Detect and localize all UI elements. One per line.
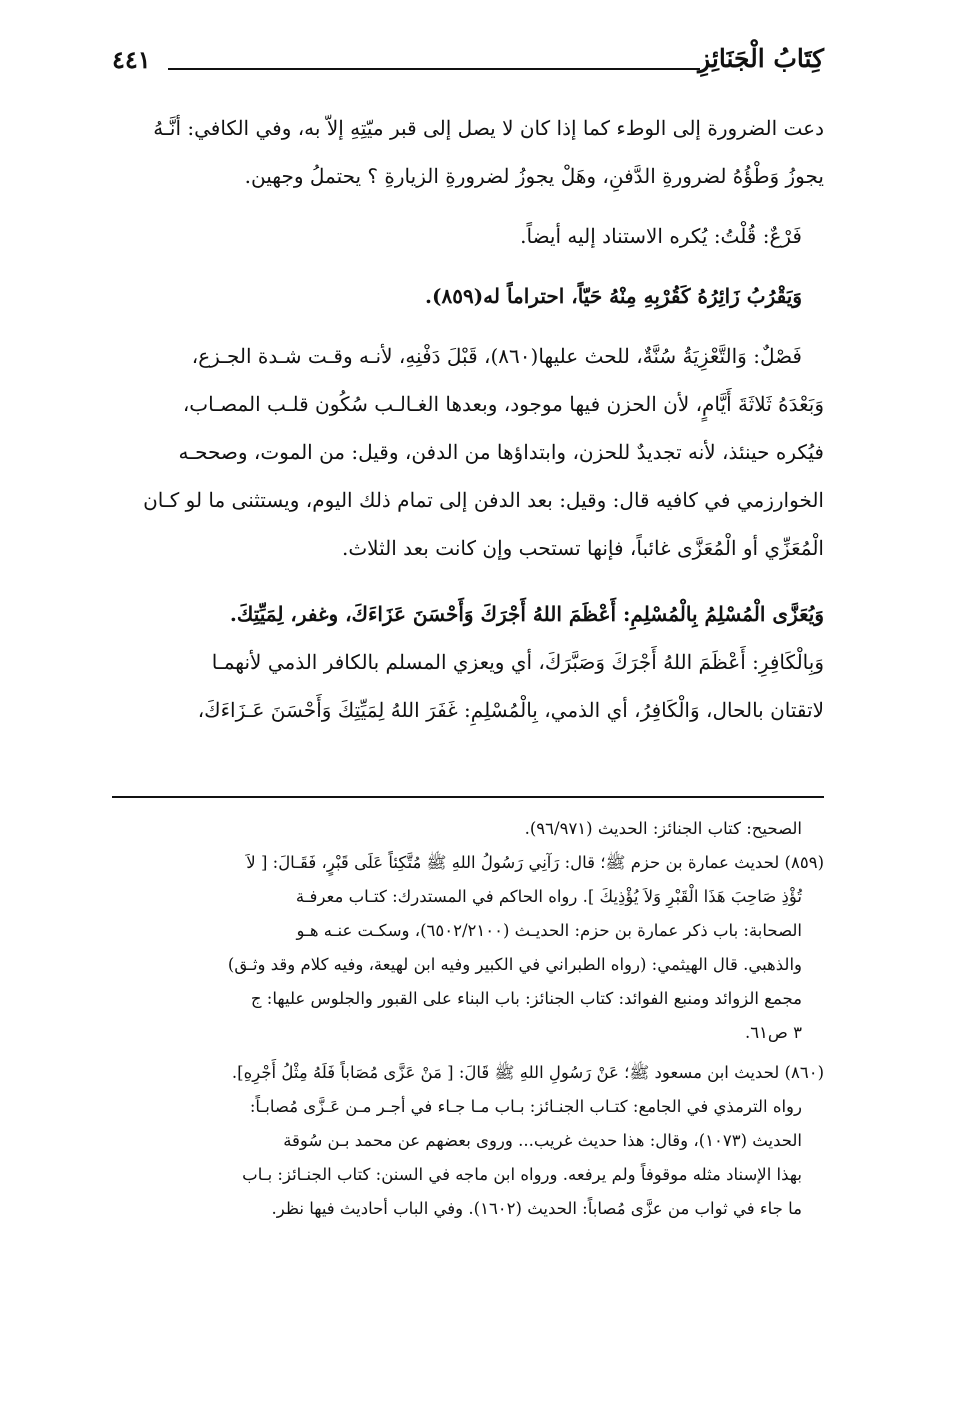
text-line: وَبَعْدَهُ ثَلاثَةَ أَيَّامٍ، لأن الحزن فيها موجود، وبعدها الغـالـب سُكُون قلـب المصـاب، bbox=[182, 392, 824, 416]
text-line: وَبِالْكَافِرِ: أَعْظَمَ اللهُ أَجْرَكَ وَصَبَّرَكَ، أي ويعزي المسلم بالكافر الذمي لأنهمـا bbox=[211, 650, 824, 674]
footnote-line: بهذا الإسناد مثله موقوفاً ولم يرفعه. ورواه ابن ماجه في السنن: كتاب الجنـائز: بـاب bbox=[242, 1165, 802, 1184]
text-line: يجوزُ وَطْؤُهُ لضرورةِ الدَّفنِ، وهَلْ يجوزُ لضرورةِ الزيارةِ ؟ يحتملُ وجهين. bbox=[244, 164, 824, 188]
text-line: فيُكره حينئذ، لأنه تجديدٌ للحزن، وابتداؤها من الدفن، وقيل: من الموت، وصححـه bbox=[178, 440, 824, 464]
main-text bbox=[112, 104, 824, 734]
footnote-separator bbox=[112, 796, 824, 798]
text-line: وَيُعَزَّى الْمُسْلِمُ بِالْمُسْلِمِ: أَعْظَمَ اللهُ أَجْرَكَ وَأَحْسَنَ عَزَاءَكَ، وغفر، لِمَيِّتِكَ. bbox=[229, 602, 824, 626]
page-header bbox=[112, 40, 824, 84]
footnote-line: الصحيح: كتاب الجنائز: الحديث (٩٦/٩٧١). bbox=[524, 819, 802, 838]
header-rule bbox=[168, 68, 700, 70]
footnote-line: (٨٦٠) لحديث ابن مسعود ﷺ؛ عَنْ رَسُولِ اللهِ ﷺ قَالَ: [ مَنْ عَزَّى مُصَاباً فَلَهُ مِثْلُ أَجْرِهِ]. bbox=[231, 1063, 824, 1082]
text-line: الْمُعَزِّي أو الْمُعَزَّى غائباً، فإنها تستحب وإن كانت بعد الثلاث. bbox=[341, 536, 824, 560]
text-line: دعت الضرورة إلى الوطء كما إذا كان لا يصل إلى قبر ميّتِهِ إلاّ به، وفي الكافي: أنَّـهُ bbox=[153, 116, 824, 140]
footnote-line: (٨٥٩) لحديث عمارة بن حزم ﷺ؛ قال: رَآنِي رَسُولُ اللهِ ﷺ مُتَّكِئاً عَلَى قَبْرٍ، فَقَـالَ: [ لاَ bbox=[246, 853, 824, 872]
footnote-line: ما جاء في ثواب من عزَّى مُصاباً: الحديث (١٦٠٢). وفي الباب أحاديث فيها نظر. bbox=[271, 1199, 802, 1218]
footnote-line: مجمع الزوائد ومنبع الفوائد: كتاب الجنائز: باب البناء على القبور والجلوس عليها: ج bbox=[250, 989, 802, 1008]
text-line: فَصْلٌ: وَالتَّعْزِيَةُ سُنَّةٌ، للحث عليها(٨٦٠)، قَبْلَ دَفْنِهِ، لأنـه وقـت شـدة الجـزع، bbox=[191, 344, 802, 368]
running-title: كِتَابُ الْجَنَائِزِ bbox=[698, 44, 824, 73]
footnotes bbox=[112, 812, 824, 1226]
text-line: لاتقتان بالحال، وَالْكَافِرُ، أي الذمي، بِالْمُسْلِمِ: غَفَرَ اللهُ لِمَيِّتِكَ وَأَحْسَنَ عَـزَاءَكَ، bbox=[197, 698, 824, 722]
footnote-line: الحديث (١٠٧٣)، وقال: هذا حديث غريب... وروى بعضهم عن محمد بـن سُوقة bbox=[283, 1131, 802, 1150]
footnote-line: رواه الترمذي في الجامع: كتـاب الجنـائز: بـاب مـا جـاء في أجـر مـن عَـزَّى مُصابـاً: bbox=[249, 1097, 802, 1116]
text-line: فَرْعٌ: قُلْتُ: يُكره الاستناد إليه أيضاً. bbox=[520, 224, 802, 248]
footnote-line: الصحابة: باب ذكر عمارة بن حزم: الحديـث (٦٥٠٢/٢١٠٠)، وسكـت عنـه هـو bbox=[296, 921, 802, 940]
footnote-line: والذهبي. قال الهيثمي: (رواه الطبراني في الكبير وفيه ابن لهيعة، وفيه كلام وقد وثـق) bbox=[227, 955, 802, 974]
footnote-line: ٣ ص٦١. bbox=[744, 1023, 802, 1042]
page-number: ٤٤١ bbox=[112, 45, 151, 74]
text-line: الخوارزمي في كافيه قال: وقيل: بعد الدفن إلى تمام ذلك اليوم، ويستثنى ما لو كـان bbox=[143, 488, 824, 512]
footnote-line: تُؤْذِ صَاحِبَ هَذَا الْقَبْرِ وَلاَ يُؤْذِيكَ ]. رواه الحاكم في المستدرك: كتـاب معرفـة bbox=[295, 887, 802, 906]
text-line: وَيَقْرُبُ زَائِرُهُ كَقُرْبِهِ مِنْهُ حَيّاً، احتراماً له(٨٥٩). bbox=[425, 284, 802, 308]
